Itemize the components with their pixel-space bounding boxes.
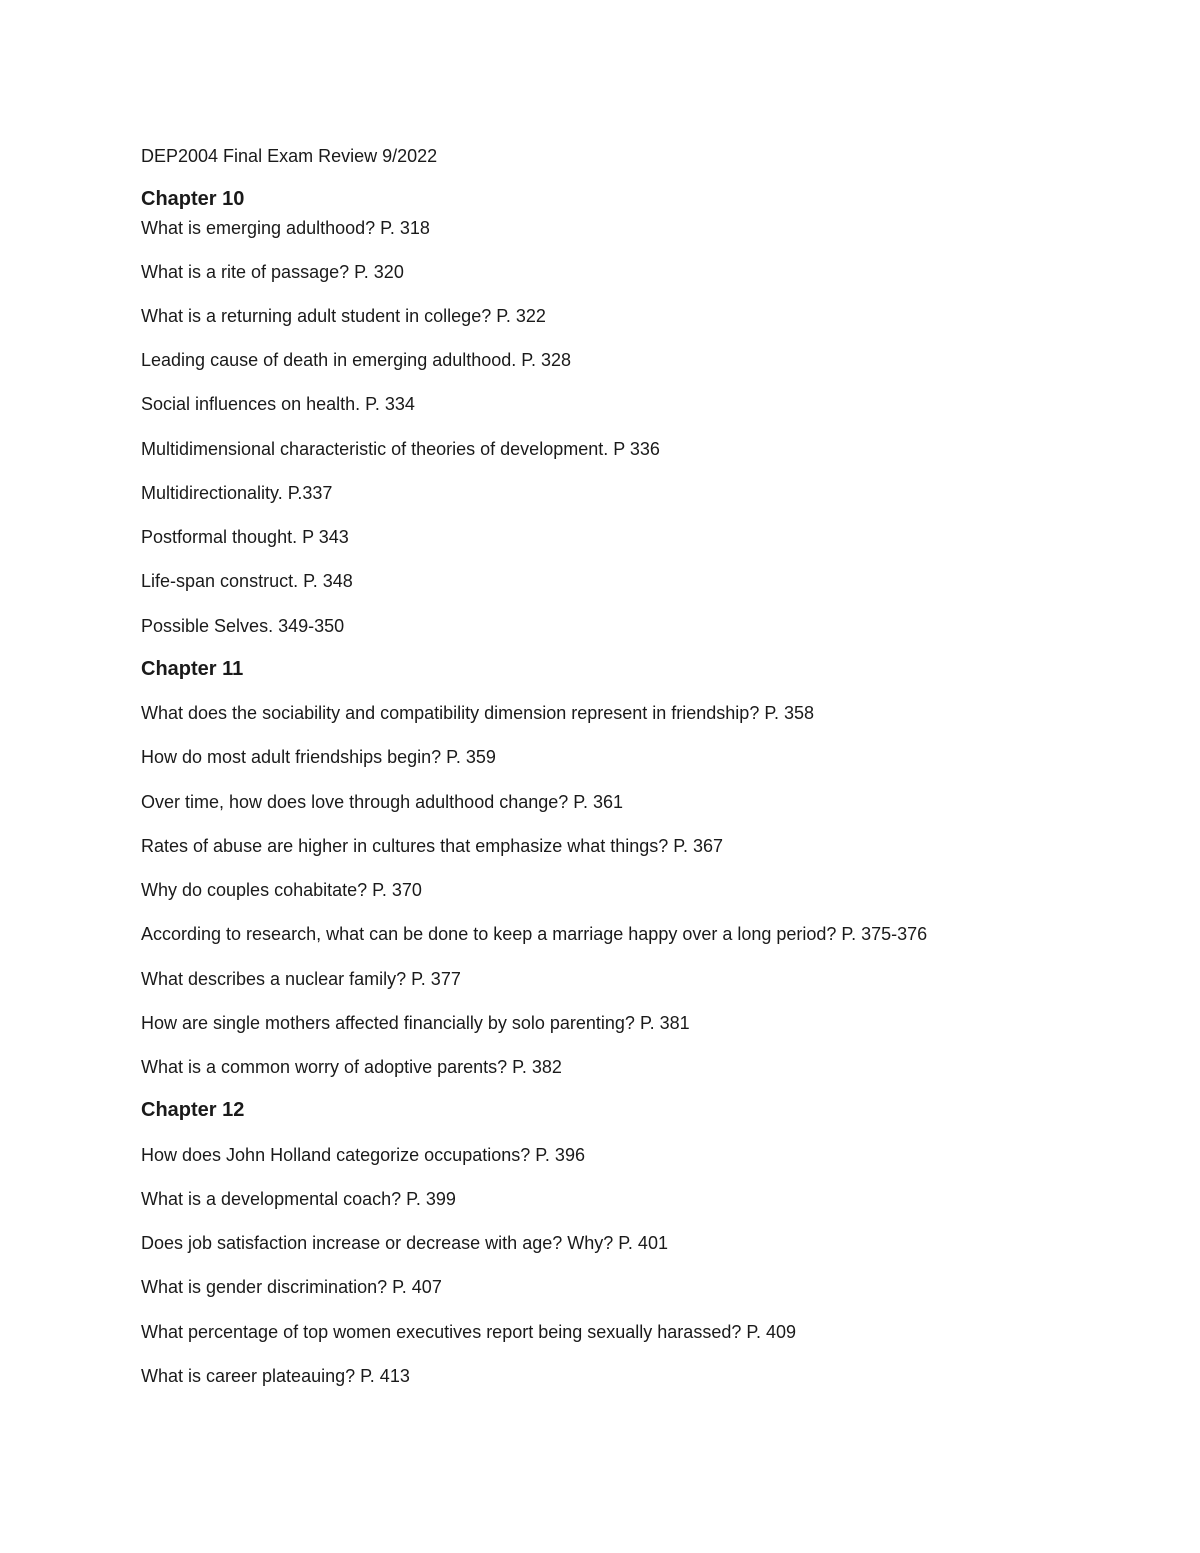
chapter-12-item: What is career plateauing? P. 413 (141, 1366, 410, 1386)
chapter-10-item: Social influences on health. P. 334 (141, 394, 415, 414)
chapter-11-item: How are single mothers affected financially by solo parenting? P. 381 (141, 1013, 690, 1033)
chapter-11-heading: Chapter 11 (141, 658, 244, 680)
chapter-10-item: What is emerging adulthood? P. 318 (141, 218, 430, 238)
document-title: DEP2004 Final Exam Review 9/2022 (141, 146, 438, 166)
chapter-12-heading: Chapter 12 (141, 1099, 245, 1121)
chapter-11-item: What is a common worry of adoptive parents? P. 382 (141, 1057, 562, 1077)
chapter-10-item: Possible Selves. 349-350 (141, 616, 345, 636)
chapter-12-item: What is gender discrimination? P. 407 (141, 1277, 442, 1297)
chapter-10-heading: Chapter 10 (141, 188, 245, 210)
chapter-10-item: What is a rite of passage? P. 320 (141, 262, 404, 282)
chapter-10-item: Leading cause of death in emerging adulthood. P. 328 (141, 350, 572, 370)
chapter-10-item: Postformal thought. P 343 (141, 527, 349, 547)
chapter-11-item: According to research, what can be done to keep a marriage happy over a long period? P. 375-376 (141, 924, 928, 944)
chapter-10-item: Multidirectionality. P.337 (141, 483, 333, 503)
chapter-11-item: How do most adult friendships begin? P. 359 (141, 747, 496, 767)
chapter-12-item: How does John Holland categorize occupations? P. 396 (141, 1145, 585, 1165)
chapter-10-item: Life-span construct. P. 348 (141, 571, 353, 591)
chapter-12-item: What is a developmental coach? P. 399 (141, 1189, 456, 1209)
chapter-11-item: Why do couples cohabitate? P. 370 (141, 880, 422, 900)
chapter-12-item: What percentage of top women executives report being sexually harassed? P. 409 (141, 1322, 797, 1342)
chapter-11-item: What describes a nuclear family? P. 377 (141, 969, 461, 989)
chapter-10-item: What is a returning adult student in college? P. 322 (141, 306, 546, 326)
chapter-10-item: Multidimensional characteristic of theories of development. P 336 (141, 439, 660, 459)
chapter-12-item: Does job satisfaction increase or decrease with age? Why? P. 401 (141, 1233, 668, 1253)
chapter-11-item: Rates of abuse are higher in cultures that emphasize what things? P. 367 (141, 836, 724, 856)
chapter-11-item: What does the sociability and compatibility dimension represent in friendship? P. 358 (141, 703, 815, 723)
chapter-11-item: Over time, how does love through adulthood change? P. 361 (141, 792, 624, 812)
